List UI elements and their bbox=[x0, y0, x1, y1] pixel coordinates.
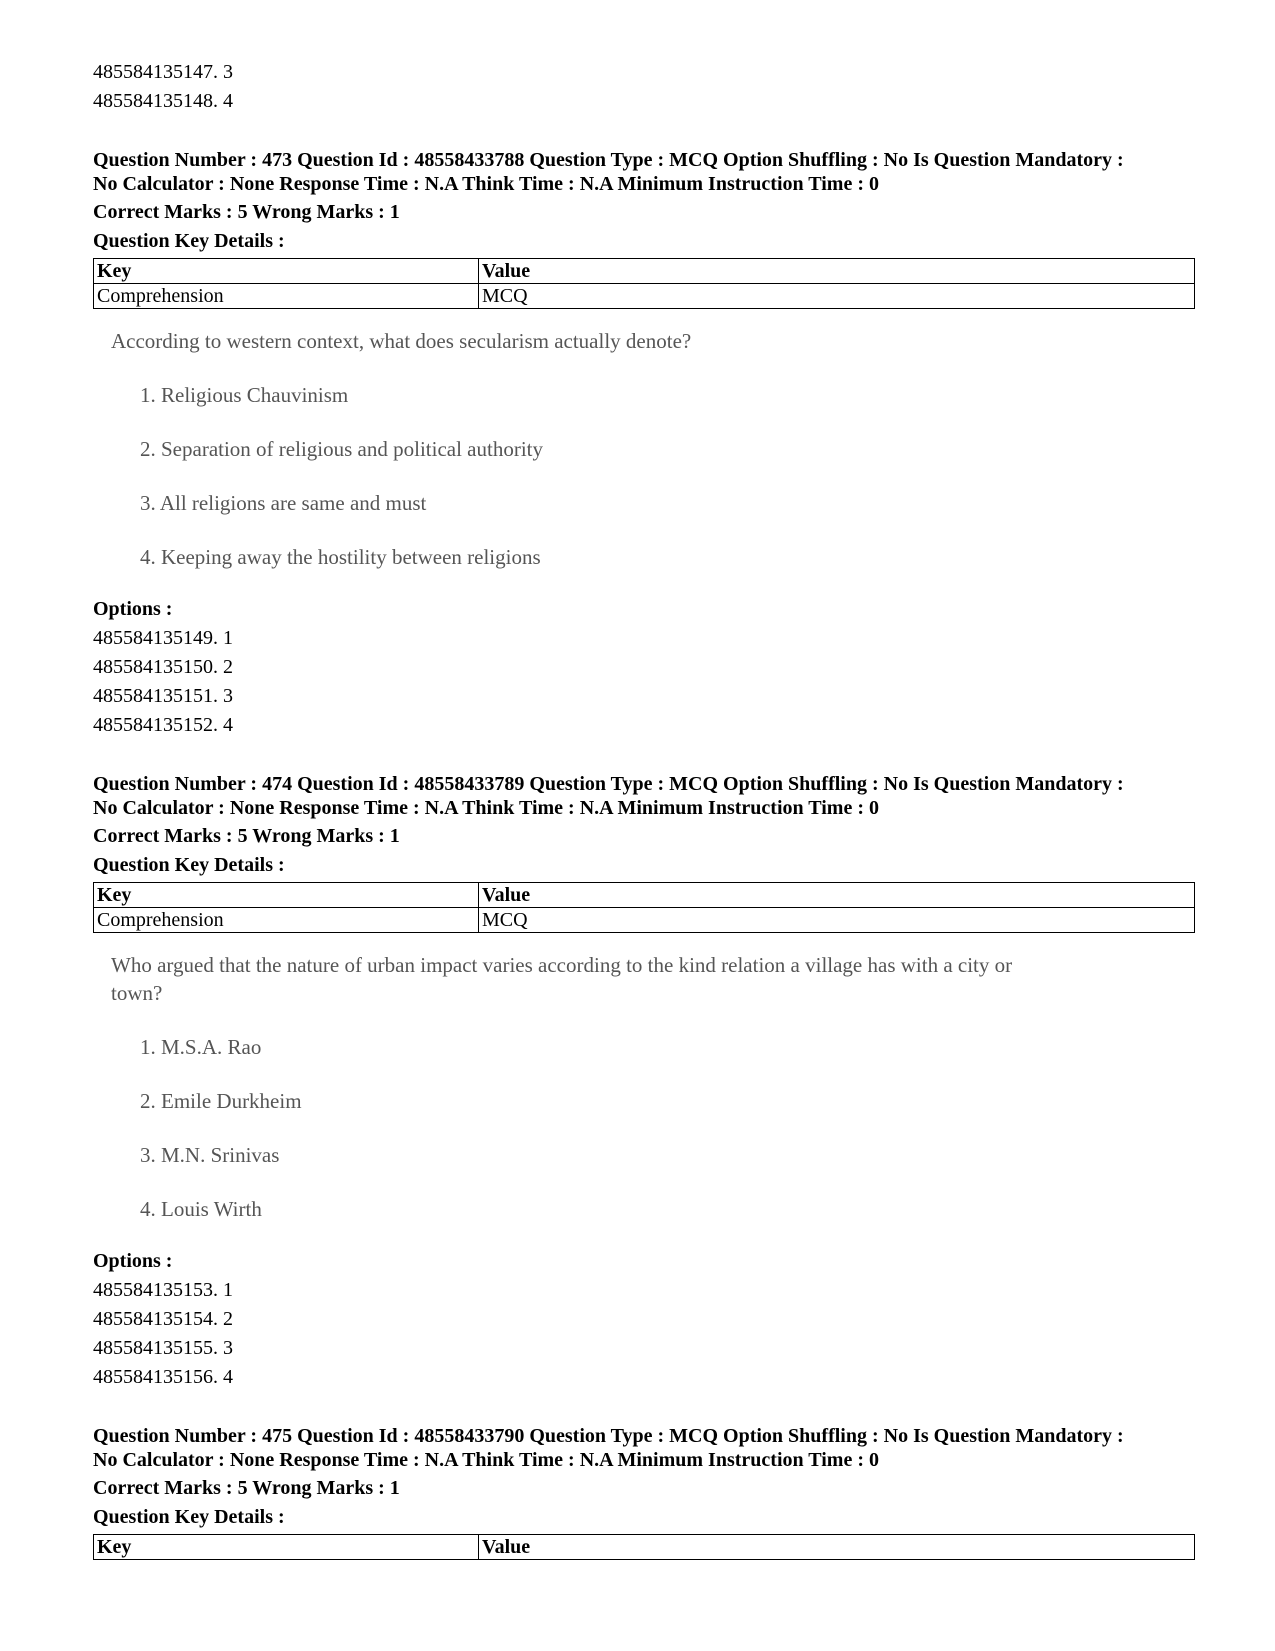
question-block-473 bbox=[93, 148, 1197, 740]
table-header-value: Value bbox=[479, 1535, 1195, 1560]
question-header: Question Number : 474 Question Id : 48558433789 Question Type : MCQ Option Shuffling : No Is Question Mandatory : No Calculator : None Response Time : N.A Think Time : N.A Minimum Instruction Time : 0 bbox=[93, 773, 1124, 819]
option-line: 485584135148. 4 bbox=[93, 90, 233, 112]
table-cell-key: Comprehension bbox=[94, 284, 479, 309]
option-line: 485584135149. 1 bbox=[93, 627, 233, 649]
options-label: Options : bbox=[93, 598, 173, 620]
choice-item: 2. Separation of religious and political authority bbox=[140, 437, 543, 461]
option-line: 485584135153. 1 bbox=[93, 1279, 233, 1301]
key-details-table bbox=[93, 882, 1195, 933]
question-block-474 bbox=[93, 772, 1197, 1392]
table-header-row bbox=[94, 1535, 1195, 1560]
question-content bbox=[111, 951, 1197, 1223]
option-line: 485584135152. 4 bbox=[93, 714, 233, 736]
question-header: Question Number : 475 Question Id : 48558433790 Question Type : MCQ Option Shuffling : No Is Question Mandatory : No Calculator : None Response Time : N.A Think Time : N.A Minimum Instruction Time : 0 bbox=[93, 1425, 1124, 1471]
key-details-table bbox=[93, 258, 1195, 309]
choice-item: 4. Louis Wirth bbox=[140, 1197, 262, 1221]
marks-line: Correct Marks : 5 Wrong Marks : 1 bbox=[93, 201, 400, 223]
option-line: 485584135156. 4 bbox=[93, 1366, 233, 1388]
table-header-key: Key bbox=[94, 883, 479, 908]
question-stem: According to western context, what does secularism actually denote? bbox=[111, 329, 692, 353]
question-stem: Who argued that the nature of urban impact varies according to the kind relation a village has with a city or town? bbox=[111, 953, 1013, 1005]
previous-options-list bbox=[93, 58, 1197, 116]
choice-item: 1. M.S.A. Rao bbox=[140, 1035, 262, 1059]
option-line: 485584135147. 3 bbox=[93, 61, 233, 83]
table-header-value: Value bbox=[479, 259, 1195, 284]
option-line: 485584135154. 2 bbox=[93, 1308, 233, 1330]
option-line: 485584135151. 3 bbox=[93, 685, 233, 707]
option-line: 485584135155. 3 bbox=[93, 1337, 233, 1359]
choice-item: 2. Emile Durkheim bbox=[140, 1089, 302, 1113]
table-header-row bbox=[94, 883, 1195, 908]
document-page bbox=[93, 58, 1197, 1560]
table-cell-key: Comprehension bbox=[94, 908, 479, 933]
marks-line: Correct Marks : 5 Wrong Marks : 1 bbox=[93, 1477, 400, 1499]
table-cell-value: MCQ bbox=[479, 284, 1195, 309]
marks-line: Correct Marks : 5 Wrong Marks : 1 bbox=[93, 825, 400, 847]
table-cell-value: MCQ bbox=[479, 908, 1195, 933]
key-details-label: Question Key Details : bbox=[93, 230, 285, 252]
question-content bbox=[111, 327, 1197, 571]
table-header-key: Key bbox=[94, 259, 479, 284]
table-header-row bbox=[94, 259, 1195, 284]
table-header-value: Value bbox=[479, 883, 1195, 908]
choice-item: 3. M.N. Srinivas bbox=[140, 1143, 280, 1167]
choice-item: 4. Keeping away the hostility between religions bbox=[140, 545, 541, 569]
options-label: Options : bbox=[93, 1250, 173, 1272]
table-header-key: Key bbox=[94, 1535, 479, 1560]
key-details-label: Question Key Details : bbox=[93, 854, 285, 876]
choice-item: 3. All religions are same and must bbox=[140, 491, 427, 515]
question-block-475 bbox=[93, 1424, 1197, 1560]
key-details-label: Question Key Details : bbox=[93, 1506, 285, 1528]
question-header: Question Number : 473 Question Id : 48558433788 Question Type : MCQ Option Shuffling : No Is Question Mandatory : No Calculator : None Response Time : N.A Think Time : N.A Minimum Instruction Time : 0 bbox=[93, 149, 1124, 195]
choice-item: 1. Religious Chauvinism bbox=[140, 383, 349, 407]
table-row bbox=[94, 284, 1195, 309]
table-row bbox=[94, 908, 1195, 933]
option-line: 485584135150. 2 bbox=[93, 656, 233, 678]
key-details-table bbox=[93, 1534, 1195, 1560]
